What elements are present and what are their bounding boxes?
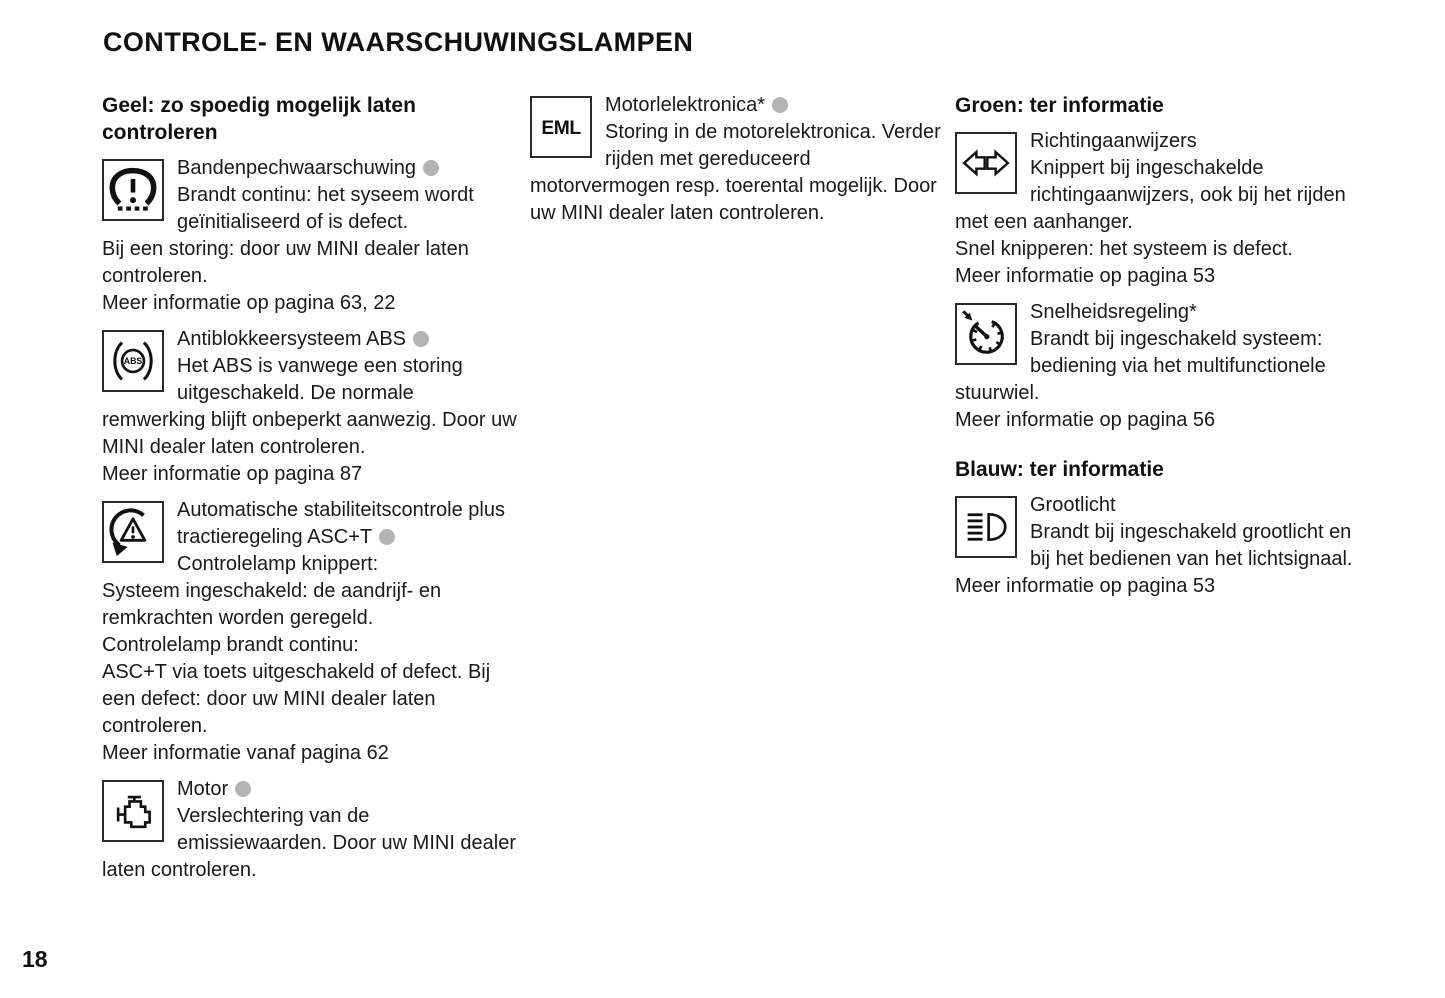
- lamp-label: Grootlicht: [1030, 494, 1116, 516]
- lamp-text: Storing in de motorelektronica. Verder rijden met gereduceerd motorvermogen resp. toerental mogelijk. Door uw MINI dealer laten controleren.: [530, 121, 941, 224]
- lamp-color-dot: [423, 160, 439, 176]
- lamp-item-motor: [102, 767, 520, 884]
- lamp-label: Richtingaanwijzers: [1030, 130, 1197, 152]
- lamp-item-abs: [102, 317, 520, 488]
- more-info-text: Meer informatie op pagina 53: [955, 265, 1216, 287]
- section-heading-geel: Geel: zo spoedig mogelijk laten controleren: [102, 94, 416, 144]
- stability-control-icon: [102, 501, 164, 563]
- lamp-item-richtingaanwijzers: [955, 119, 1365, 290]
- column-middle: [530, 92, 942, 227]
- lamp-text: Controlelamp brandt continu:: [102, 634, 359, 656]
- lamp-text: Knippert bij ingeschakelde richtingaanwijzers, ook bij het rijden met een aanhanger.: [955, 157, 1346, 233]
- lamp-text: Snel knipperen: het systeem is defect.: [955, 238, 1293, 260]
- more-info-text: Meer informatie op pagina 87: [102, 463, 363, 485]
- lamp-text: Het ABS is vanwege een storing uitgeschakeld. De normale remwerking blijft onbeperkt aanwezig. Door uw MINI dealer laten controleren.: [102, 355, 517, 458]
- high-beam-icon: [955, 496, 1017, 558]
- lamp-text: Systeem ingeschakeld: de aandrijf- en remkrachten worden geregeld.: [102, 580, 442, 629]
- lamp-item-asct: [102, 488, 520, 767]
- column-right: [955, 92, 1365, 600]
- lamp-text: Bij een storing: door uw MINI dealer laten controleren.: [102, 238, 469, 287]
- lamp-item-bandenpechwaarschuwing: [102, 146, 520, 317]
- column-left: [102, 92, 520, 884]
- section-heading-groen: Groen: ter informatie: [955, 94, 1164, 117]
- lamp-item-snelheidsregeling: [955, 290, 1365, 434]
- lamp-color-dot: [235, 781, 251, 797]
- lamp-label: Motor: [177, 778, 229, 800]
- lamp-label: Antiblokkeersysteem ABS: [177, 328, 406, 350]
- lamp-item-grootlicht: [955, 483, 1365, 600]
- lamp-color-dot: [379, 529, 395, 545]
- lamp-label-line: [102, 497, 520, 551]
- lamp-text: Brandt bij ingeschakeld grootlicht en bij het bedienen van het lichtsignaal. Meer informatie op pagina 53: [955, 521, 1353, 597]
- lamp-text: Verslechtering van de emissiewaarden. Door uw MINI dealer laten controleren.: [102, 805, 517, 881]
- lamp-label: Motorlelektronica*: [605, 94, 766, 116]
- tire-pressure-warning-icon: [102, 159, 164, 221]
- lamp-text: ASC+T via toets uitgeschakeld of defect. Bij een defect: door uw MINI dealer laten controleren.: [102, 661, 491, 737]
- lamp-item-motorelektronica: [530, 92, 942, 227]
- page-number: 18: [22, 946, 48, 972]
- turn-indicators-icon: [955, 132, 1017, 194]
- lamp-text: Brandt continu: het syseem wordt geïnitialiseerd of is defect.: [177, 184, 474, 233]
- lamp-label: Snelheidsregeling*: [1030, 301, 1197, 323]
- more-info-text: Meer informatie op pagina 56: [955, 409, 1216, 431]
- cruise-control-icon: [955, 303, 1017, 365]
- engine-icon: [102, 780, 164, 842]
- eml-icon: [530, 96, 592, 158]
- lamp-color-dot: [413, 331, 429, 347]
- lamp-label-line: [102, 776, 520, 803]
- lamp-label-line: [102, 326, 520, 353]
- lamp-color-dot: [772, 97, 788, 113]
- lamp-text: Brandt bij ingeschakeld systeem: bediening via het multifunctionele stuurwiel.: [955, 328, 1326, 404]
- svg-text:EML: EML: [541, 118, 581, 139]
- more-info-text: Meer informatie op pagina 63, 22: [102, 292, 396, 314]
- section-heading-blauw: Blauw: ter informatie: [955, 458, 1164, 481]
- lamp-label-line: [102, 155, 520, 182]
- lamp-label: Bandenpechwaarschuwing: [177, 157, 417, 179]
- lamp-label: Automatische stabiliteitscontrole plus tractieregeling ASC+T: [177, 499, 505, 548]
- svg-text:ABS: ABS: [123, 356, 143, 367]
- more-info-text: Meer informatie vanaf pagina 62: [102, 742, 389, 764]
- abs-icon: [102, 330, 164, 392]
- page-title: CONTROLE- EN WAARSCHUWINGSLAMPEN: [103, 27, 694, 57]
- lamp-text: Controlelamp knippert:: [177, 553, 379, 575]
